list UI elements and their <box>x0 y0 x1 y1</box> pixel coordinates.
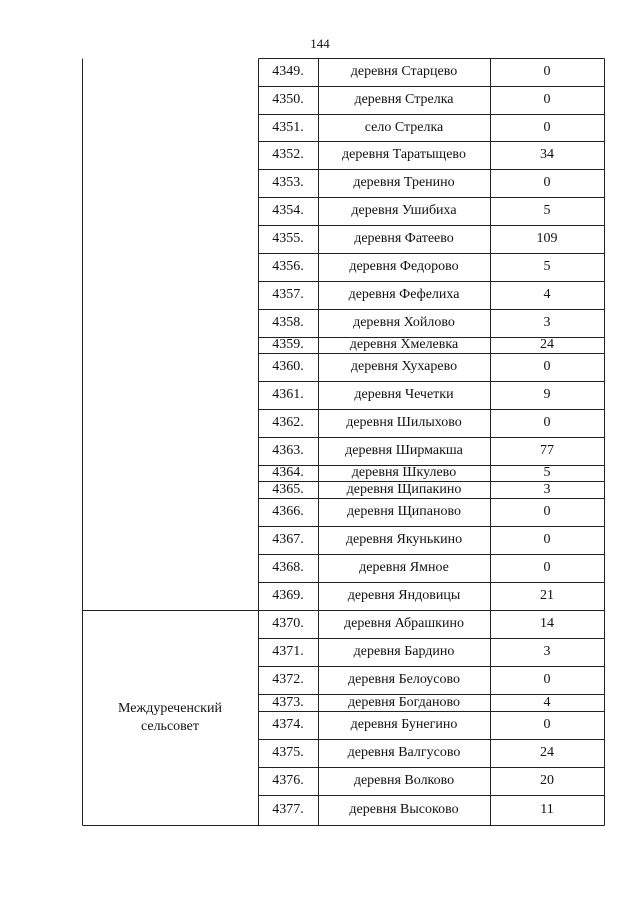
value: 5 <box>543 259 551 274</box>
row-number: 4372. <box>272 672 304 687</box>
value: 5 <box>543 203 551 218</box>
value: 0 <box>543 415 551 430</box>
row-number: 4356. <box>272 259 304 274</box>
value: 0 <box>543 560 551 575</box>
row-number: 4373. <box>272 694 304 710</box>
settlement-name: деревня Фатеево <box>354 231 454 246</box>
value: 0 <box>543 717 551 732</box>
row-number: 4357. <box>272 287 304 302</box>
row-number: 4374. <box>272 717 304 732</box>
district-name <box>82 700 258 736</box>
row-number: 4355. <box>272 231 304 246</box>
row-number: 4359. <box>272 337 304 352</box>
row-number: 4351. <box>272 119 304 135</box>
row-number: 4368. <box>272 560 304 575</box>
settlement-name: деревня Шилыхово <box>346 415 462 430</box>
value: 9 <box>543 387 551 402</box>
value: 0 <box>543 532 551 547</box>
settlement-name: деревня Ямное <box>359 560 449 575</box>
row-number: 4350. <box>272 92 304 107</box>
settlement-name: деревня Абрашкино <box>344 616 464 631</box>
settlement-name: деревня Белоусово <box>347 672 461 687</box>
value: 3 <box>543 315 551 330</box>
value: 0 <box>543 504 551 519</box>
row-number: 4365. <box>272 481 304 497</box>
settlement-name: деревня Ширмакша <box>345 443 463 458</box>
row-number: 4361. <box>272 387 304 402</box>
settlement-name: деревня Чечетки <box>354 387 454 402</box>
settlement-name: село Стрелка <box>364 119 444 135</box>
settlement-name: деревня Тренино <box>353 175 455 190</box>
row-number: 4358. <box>272 315 304 330</box>
settlement-name: деревня Богданово <box>347 694 461 710</box>
settlement-name: деревня Бардино <box>353 644 455 659</box>
value: 0 <box>543 119 551 135</box>
row-number: 4363. <box>272 443 304 458</box>
row-number: 4349. <box>272 64 304 79</box>
value: 0 <box>543 92 551 107</box>
value: 0 <box>543 175 551 190</box>
settlement-name: деревня Фефелиха <box>348 287 460 302</box>
row-number: 4369. <box>272 588 304 603</box>
value: 77 <box>540 443 554 458</box>
row-number: 4370. <box>272 616 304 631</box>
value: 0 <box>543 359 551 374</box>
settlement-name: деревня Хмелевка <box>349 337 459 352</box>
value: 24 <box>540 745 554 760</box>
settlement-name: деревня Федорово <box>349 259 459 274</box>
settlement-name: деревня Старцево <box>350 64 458 79</box>
row-number: 4354. <box>272 203 304 218</box>
row-number: 4366. <box>272 504 304 519</box>
settlement-name: деревня Стрелка <box>354 92 454 107</box>
settlement-name: деревня Шкулево <box>351 465 457 480</box>
value: 21 <box>540 588 554 603</box>
value: 109 <box>536 231 558 246</box>
settlement-name: деревня Валгусово <box>347 745 461 760</box>
row-number: 4376. <box>272 773 304 788</box>
page-number: 144 <box>310 36 330 51</box>
district-name-line1: Междуреченский <box>118 700 222 716</box>
settlement-name: деревня Якунькино <box>345 532 463 547</box>
value: 3 <box>543 481 551 497</box>
value: 0 <box>543 64 551 79</box>
row-number: 4362. <box>272 415 304 430</box>
value: 0 <box>543 672 551 687</box>
value: 24 <box>540 337 554 352</box>
settlement-name: деревня Яндовицы <box>347 588 461 603</box>
settlement-name: деревня Хухарево <box>350 359 458 374</box>
value: 20 <box>540 773 554 788</box>
settlement-name: деревня Щипакино <box>346 481 462 497</box>
value: 11 <box>540 802 554 817</box>
row-number: 4352. <box>272 147 304 162</box>
settlement-name: деревня Таратыщево <box>342 147 466 162</box>
value: 4 <box>543 287 551 302</box>
settlement-name: деревня Хойлово <box>353 315 455 330</box>
value: 4 <box>543 694 551 710</box>
row-number: 4371. <box>272 644 304 659</box>
value: 3 <box>543 644 551 659</box>
value: 34 <box>540 147 554 162</box>
row-number: 4375. <box>272 745 304 760</box>
settlement-name: деревня Ушибиха <box>351 203 457 218</box>
value: 14 <box>540 616 554 631</box>
district-name-line2: сельсовет <box>140 718 200 734</box>
settlement-name: деревня Щипаново <box>347 504 461 519</box>
row-number: 4377. <box>272 802 304 817</box>
row-number: 4360. <box>272 359 304 374</box>
settlement-name: деревня Бунегино <box>350 717 458 732</box>
settlement-name: деревня Волково <box>353 773 455 788</box>
row-number: 4353. <box>272 175 304 190</box>
settlement-name: деревня Высоково <box>349 802 459 817</box>
row-number: 4364. <box>272 465 304 480</box>
value: 5 <box>543 465 551 480</box>
row-number: 4367. <box>272 532 304 547</box>
